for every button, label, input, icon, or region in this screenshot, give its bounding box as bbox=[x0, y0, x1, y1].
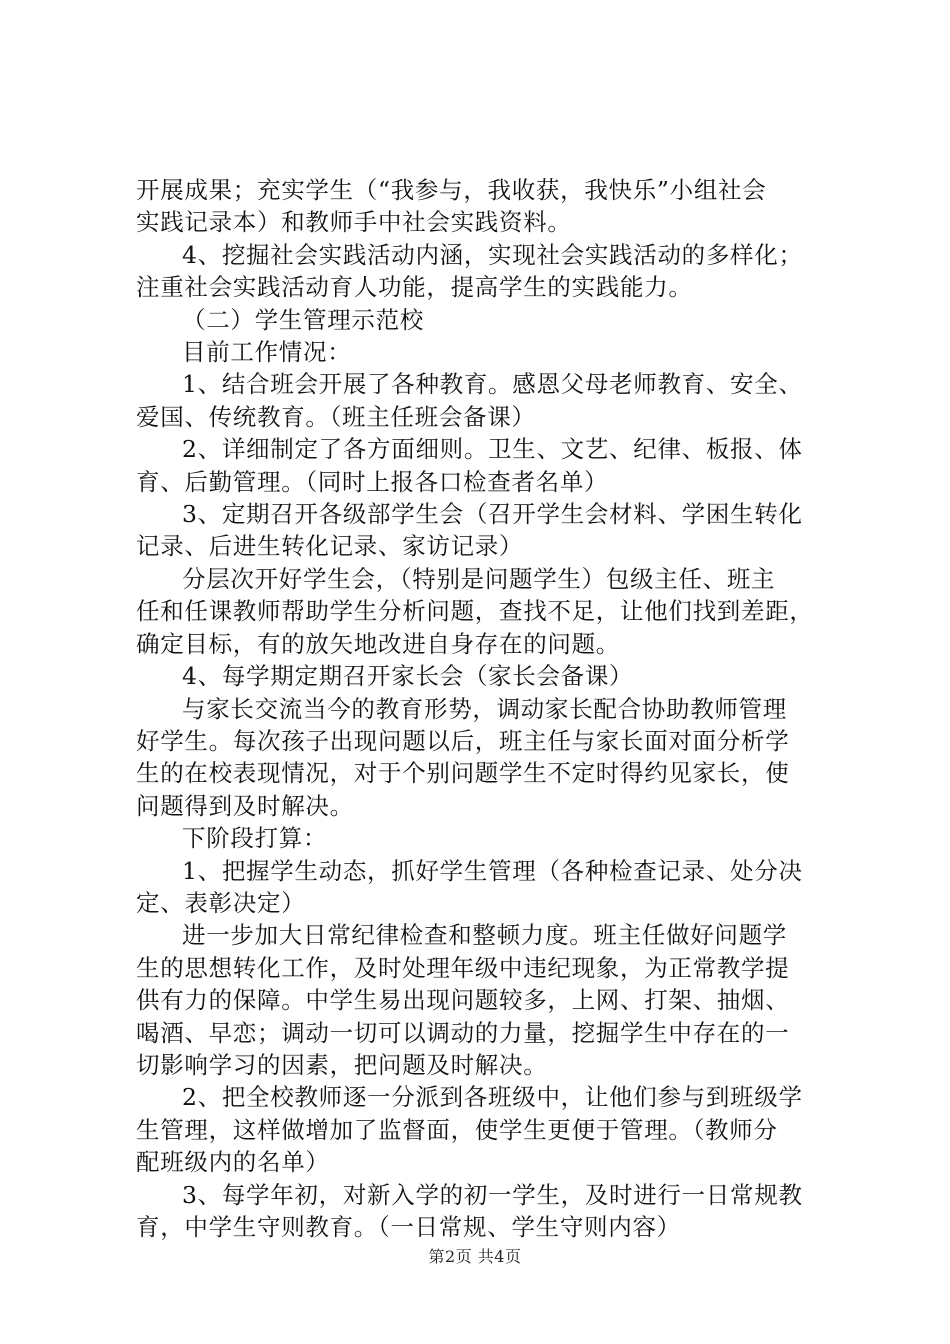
text-line: 2、把全校教师逐一分派到各班级中，让他们参与到班级学 bbox=[182, 1083, 803, 1112]
text-line: 育、后勤管理。（同时上报各口检查者名单） bbox=[136, 467, 609, 496]
text-line: 与家长交流当今的教育形势，调动家长配合协助教师管理 bbox=[182, 694, 787, 723]
text-line: 喝酒、早恋；调动一切可以调动的力量，挖掘学生中存在的一 bbox=[136, 1018, 790, 1047]
text-line: 爱国、传统教育。（班主任班会备课） bbox=[136, 402, 536, 431]
text-line: 问题得到及时解决。 bbox=[136, 791, 354, 820]
text-line: 2、详细制定了各方面细则。卫生、文艺、纪律、板报、体 bbox=[182, 435, 803, 464]
text-line: 目前工作情况： bbox=[182, 338, 352, 367]
text-line: 好学生。每次孩子出现问题以后，班主任与家长面对面分析学 bbox=[136, 726, 790, 755]
text-line: 切影响学习的因素，把问题及时解决。 bbox=[136, 1050, 548, 1079]
text-line: 3、每学年初，对新入学的初一学生，及时进行一日常规教 bbox=[182, 1180, 803, 1209]
text-line: 开展成果；充实学生（“我参与，我收获，我快乐”小组社会 bbox=[136, 176, 767, 204]
page-footer: 第2页 共4页 bbox=[428, 1247, 522, 1266]
text-line: 记录、后进生转化记录、家访记录） bbox=[136, 532, 524, 561]
text-line: 定、表彰决定） bbox=[136, 888, 306, 917]
text-line: 生管理，这样做增加了监督面，使学生更便于管理。（教师分 bbox=[136, 1115, 778, 1144]
text-line: 4、挖掘社会实践活动内涵，实现社会实践活动的多样化； bbox=[182, 240, 803, 269]
text-line: 1、把握学生动态，抓好学生管理（各种检查记录、处分决 bbox=[182, 856, 803, 885]
text-line: 分层次开好学生会，（特别是问题学生）包级主任、班主 bbox=[182, 564, 776, 593]
text-line: 进一步加大日常纪律检查和整顿力度。班主任做好问题学 bbox=[182, 921, 787, 950]
text-line: 确定目标，有的放矢地改进自身存在的问题。 bbox=[136, 629, 620, 658]
text-line: 育，中学生守则教育。（一日常规、学生守则内容） bbox=[136, 1213, 681, 1241]
text-line: 任和任课教师帮助学生分析问题，查找不足，让他们找到差距， bbox=[136, 597, 814, 626]
text-line: 1、结合班会开展了各种教育。感恩父母老师教育、安全、 bbox=[182, 370, 803, 399]
text-line: 3、定期召开各级部学生会（召开学生会材料、学困生转化 bbox=[182, 500, 803, 529]
text-line: 生的思想转化工作，及时处理年级中违纪现象，为正常教学提 bbox=[136, 953, 790, 982]
text-line: 供有力的保障。中学生易出现问题较多，上网、打架、抽烟、 bbox=[136, 986, 790, 1015]
text-line: （二）学生管理示范校 bbox=[182, 305, 424, 334]
text-line: 生的在校表现情况，对于个别问题学生不定时得约见家长，使 bbox=[136, 759, 790, 788]
text-line: 配班级内的名单） bbox=[136, 1148, 330, 1177]
body-text bbox=[136, 174, 836, 1243]
text-line: 注重社会实践活动育人功能，提高学生的实践能力。 bbox=[136, 273, 693, 302]
text-line: 下阶段打算： bbox=[182, 824, 328, 853]
text-line: 4、每学期定期召开家长会（家长会备课） bbox=[182, 662, 634, 691]
text-line: 实践记录本）和教师手中社会实践资料。 bbox=[136, 208, 572, 237]
